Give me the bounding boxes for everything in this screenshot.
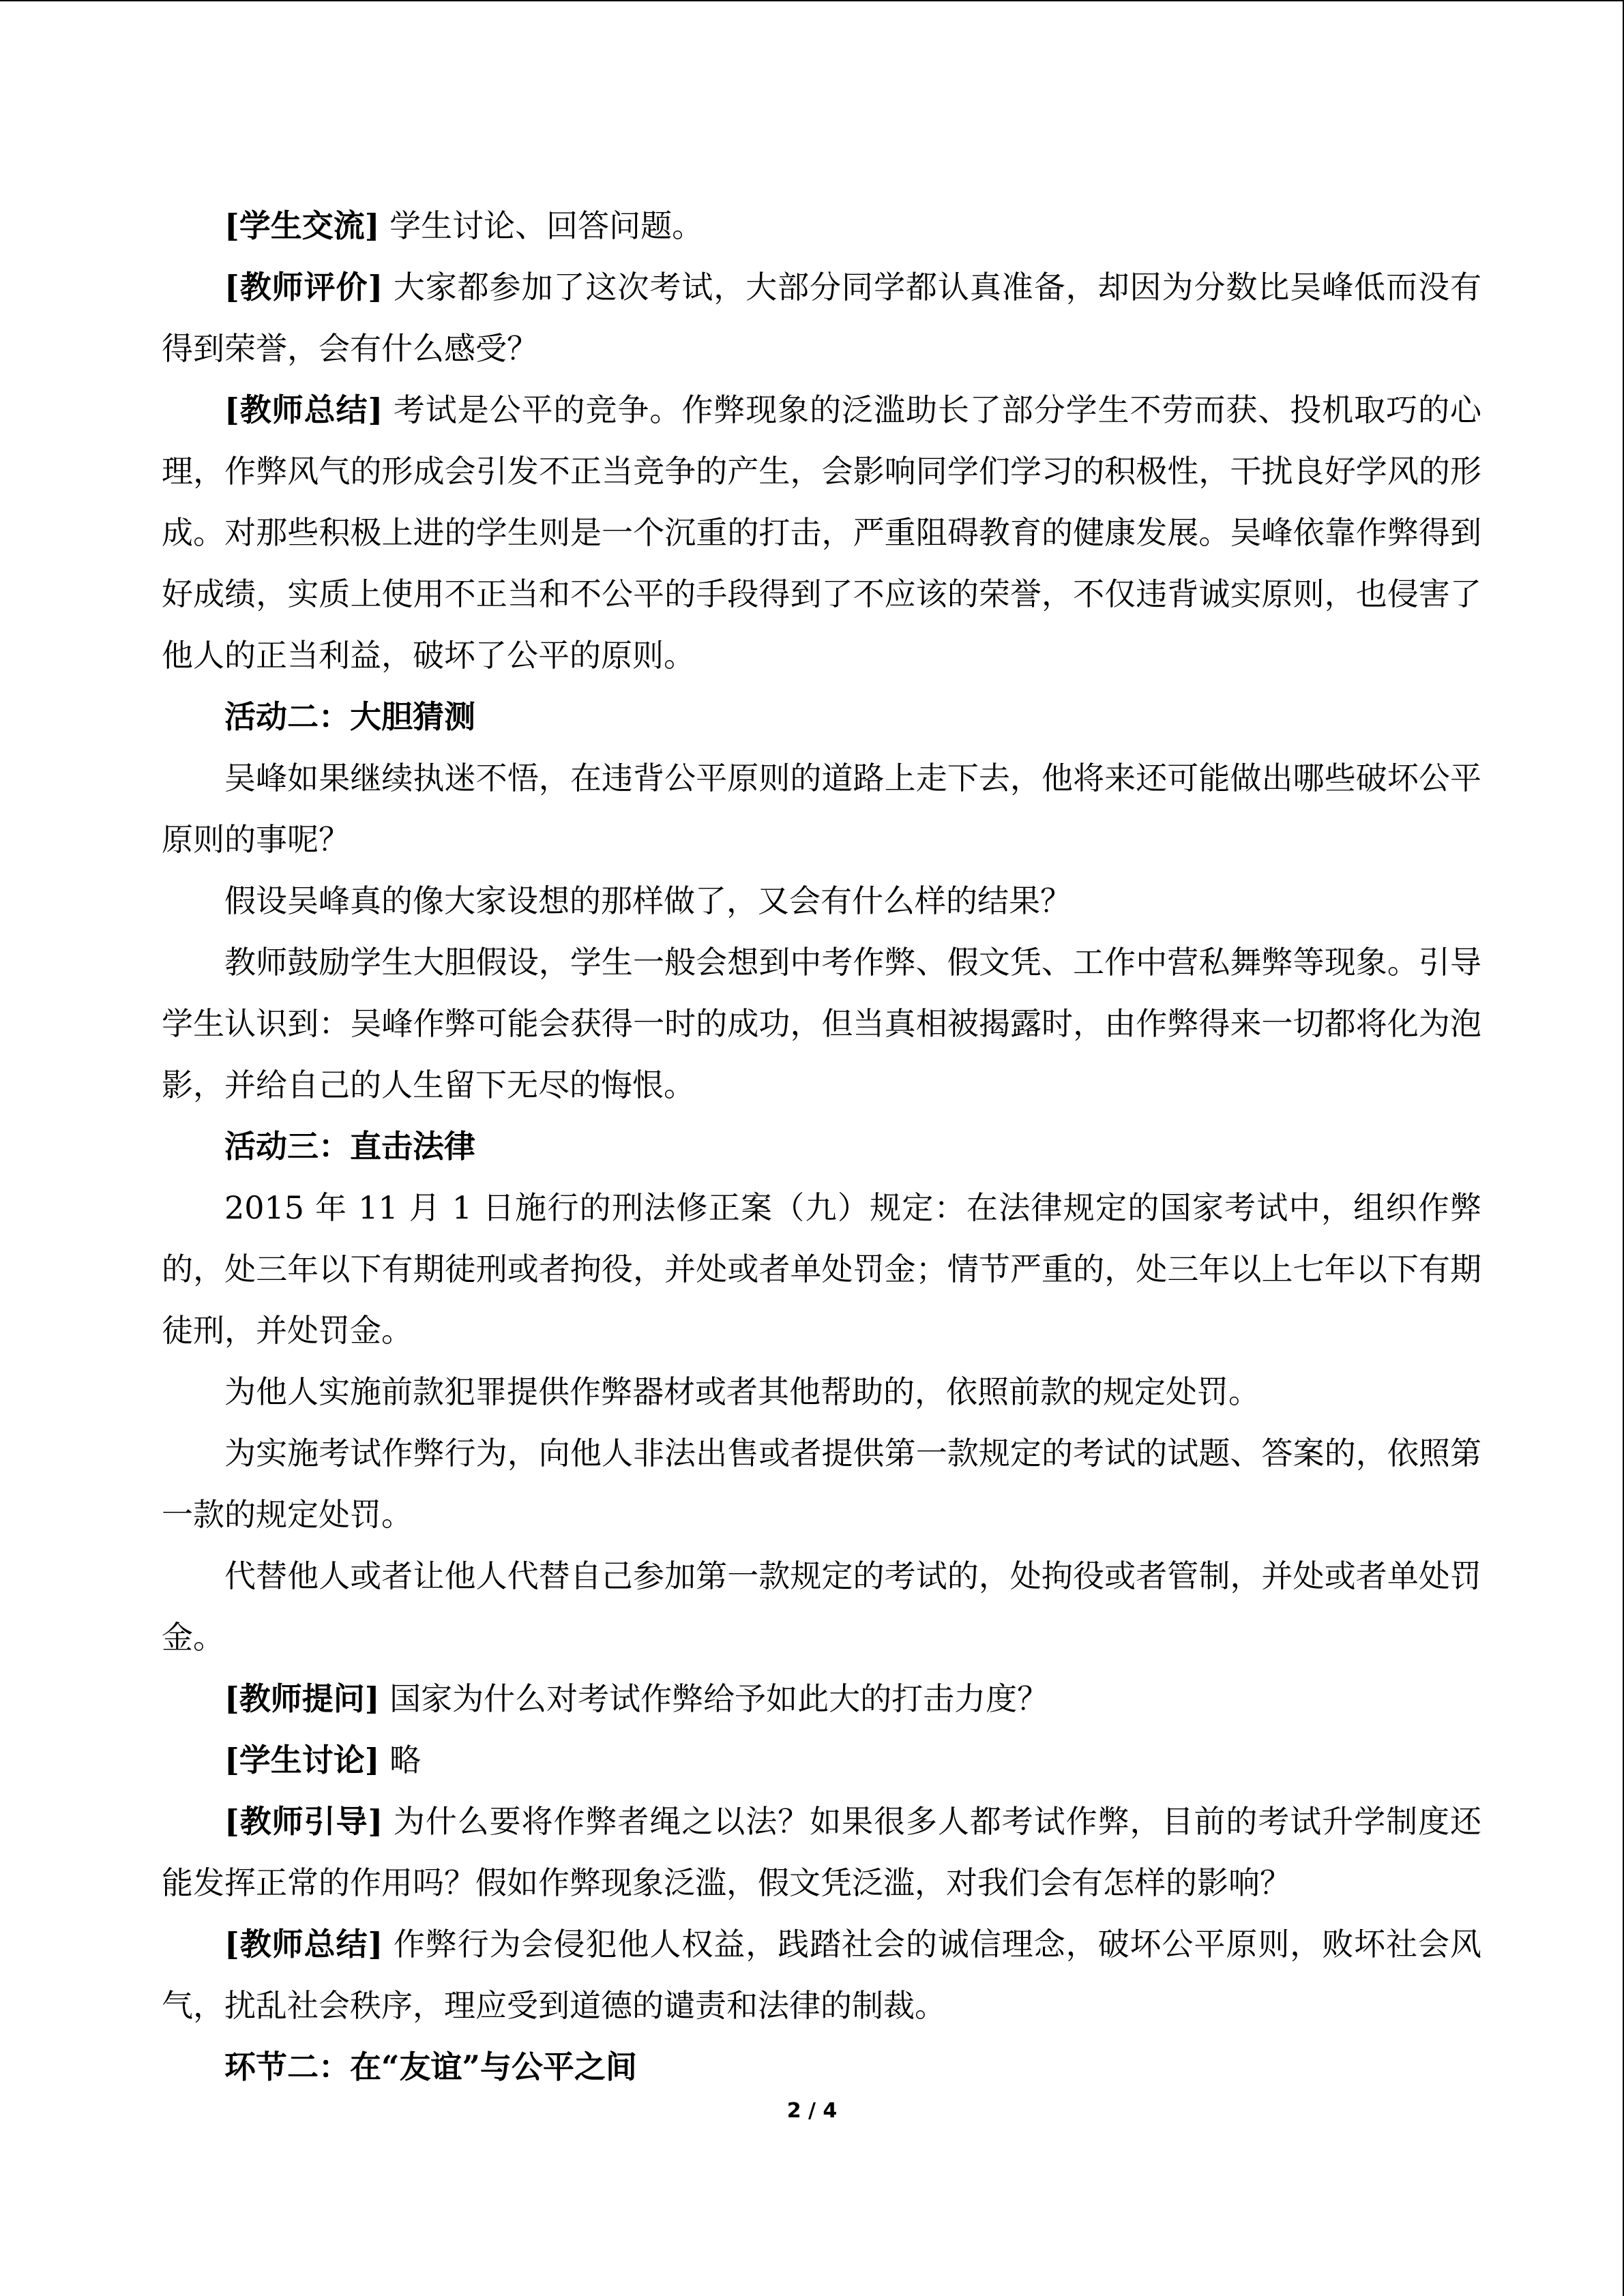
paragraph-tag: [教师提问]	[224, 1680, 380, 1717]
paragraph-law-amendment	[162, 1177, 1481, 1361]
paragraph-text: 学生讨论、回答问题。	[379, 207, 704, 244]
paragraph-text: 大家都参加了这次考试，大部分同学都认真准备，却因为分数比吴峰低而没有得到荣誉，会有什么感受？	[162, 269, 1482, 367]
paragraph-tag: [学生交流]	[224, 207, 380, 244]
paragraph-teacher-question	[162, 1668, 1481, 1729]
paragraph-guess-result	[162, 870, 1481, 931]
paragraph-guess-question	[162, 747, 1481, 870]
paragraph-teacher-encourage	[162, 931, 1481, 1116]
paragraph-student-exchange	[162, 195, 1481, 256]
paragraph-teacher-summary-2	[162, 1913, 1481, 2036]
paragraph-tag: [学生讨论]	[224, 1742, 380, 1778]
paragraph-text: 略	[379, 1742, 422, 1778]
paragraph-law-clause-2	[162, 1361, 1481, 1422]
paragraph-text: 作弊行为会侵犯他人权益，践踏社会的诚信理念，破坏公平原则，败坏社会风气，扰乱社会秩序，理应受到道德的谴责和法律的制裁。	[162, 1926, 1482, 2024]
paragraph-text: 吴峰如果继续执迷不悟，在违背公平原则的道路上走下去，他将来还可能做出哪些破坏公平原则的事呢？	[162, 760, 1481, 858]
paragraph-text: 代替他人或者让他人代替自己参加第一款规定的考试的，处拘役或者管制，并处或者单处罚金。	[162, 1557, 1481, 1656]
paragraph-text: 考试是公平的竞争。作弊现象的泛滥助长了部分学生不劳而获、投机取巧的心理，作弊风气的形成会引发不正当竞争的产生，会影响同学们学习的积极性，干扰良好学风的形成。对那些积极上进的学生则是一个沉重的打击，严重阻碍教育的健康发展。吴峰依靠作弊得到好成绩，实质上使用不正当和不公平的手段得到了不应该的荣誉，不仅违背诚实原则，也侵害了他人的正当利益，破坏了公平的原则。	[162, 391, 1482, 674]
paragraph-tag: [教师总结]	[224, 1926, 383, 1963]
paragraph-tag: [教师引导]	[224, 1803, 383, 1840]
paragraph-text: 为什么要将作弊者绳之以法？如果很多人都考试作弊，目前的考试升学制度还能发挥正常的作用吗？假如作弊现象泛滥，假文凭泛滥，对我们会有怎样的影响？	[162, 1803, 1482, 1901]
paragraph-text: 教师鼓励学生大胆假设，学生一般会想到中考作弊、假文凭、工作中营私舞弊等现象。引导学生认识到：吴峰作弊可能会获得一时的成功，但当真相被揭露时，由作弊得来一切都将化为泡影，并给自己的人生留下无尽的悔恨。	[162, 944, 1481, 1103]
paragraph-text: 为他人实施前款犯罪提供作弊器材或者其他帮助的，依照前款的规定处罚。	[224, 1373, 1260, 1410]
heading-section-two: 环节二：在“友谊”与公平之间	[224, 2048, 637, 2085]
paragraph-text: 国家为什么对考试作弊给予如此大的打击力度？	[379, 1680, 1049, 1717]
paragraph-teacher-guide	[162, 1791, 1481, 1913]
paragraph-student-discussion	[162, 1729, 1481, 1791]
page-number: 2 / 4	[786, 2099, 838, 2123]
document-body	[162, 195, 1481, 2098]
paragraph-law-clause-4	[162, 1545, 1481, 1668]
heading-activity-three: 活动三：直击法律	[224, 1128, 475, 1165]
paragraph-tag: [教师评价]	[224, 269, 383, 305]
paragraph-text: 假设吴峰真的像大家设想的那样做了，又会有什么样的结果？	[224, 882, 1072, 919]
heading-activity-two: 活动二：大胆猜测	[224, 698, 475, 735]
paragraph-text: 为实施考试作弊行为，向他人非法出售或者提供第一款规定的考试的试题、答案的，依照第一款的规定处罚。	[162, 1435, 1481, 1533]
paragraph-law-clause-3	[162, 1422, 1481, 1545]
paragraph-tag: [教师总结]	[224, 391, 383, 428]
paragraph-teacher-summary-1	[162, 379, 1481, 686]
paragraph-text: 2015 年 11 月 1 日施行的刑法修正案（九）规定：在法律规定的国家考试中，组织作弊的，处三年以下有期徒刑或者拘役，并处或者单处罚金；情节严重的，处三年以上七年以下有期徒刑，并处罚金。	[162, 1189, 1481, 1349]
paragraph-teacher-evaluation	[162, 256, 1481, 379]
